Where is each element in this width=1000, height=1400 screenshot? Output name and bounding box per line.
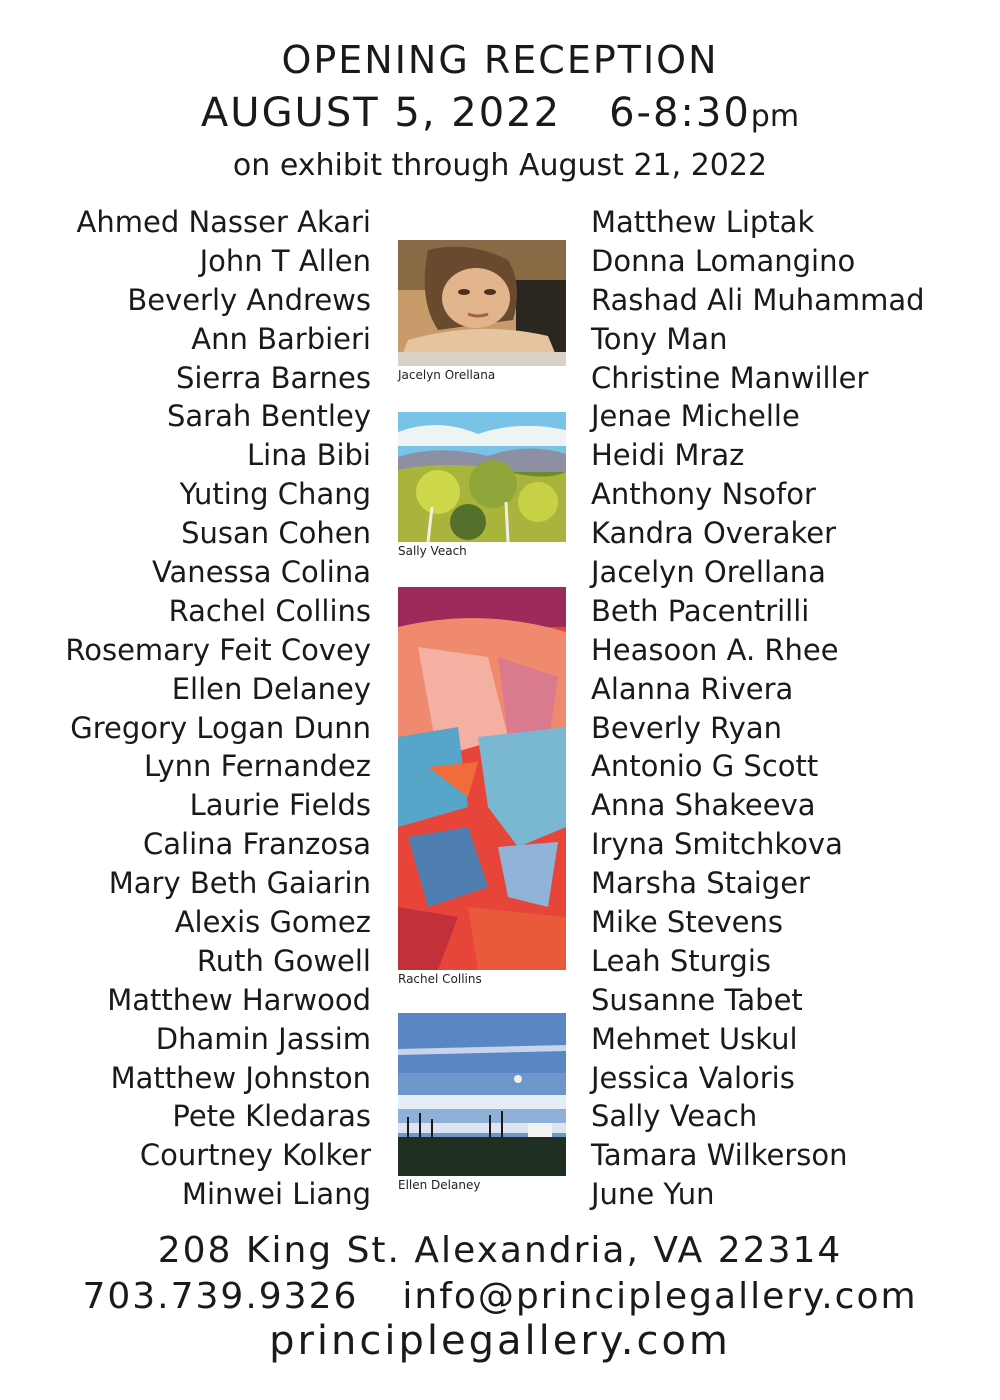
artist-name: John T Allen — [199, 243, 371, 278]
artwork-caption: Jacelyn Orellana — [398, 368, 496, 382]
artist-name: Beverly Andrews — [127, 282, 371, 317]
artist-name: Mehmet Uskul — [591, 1021, 798, 1056]
artist-name: Antonio G Scott — [591, 749, 819, 784]
gallery-website[interactable]: principlegallery.com — [269, 1318, 731, 1364]
artist-name: Mike Stevens — [591, 905, 784, 940]
artist-list-right — [591, 203, 925, 1214]
gallery-contact — [0, 1276, 1000, 1317]
artist-name: Yuting Chang — [179, 477, 371, 512]
artist-name: Sierra Barnes — [175, 360, 371, 395]
artist-name: Calina Franzosa — [143, 827, 371, 862]
artist-name: Matthew Harwood — [107, 982, 371, 1017]
reception-time-suffix: pm — [750, 99, 800, 134]
artist-name: Mary Beth Gaiarin — [108, 866, 371, 901]
gallery-address: 208 King St. Alexandria, VA 22314 — [157, 1230, 843, 1271]
artist-name: Ahmed Nasser Akari — [76, 205, 371, 239]
artist-name: Jacelyn Orellana — [591, 555, 826, 590]
artist-name: Sally Veach — [591, 1099, 758, 1134]
artwork-caption: Ellen Delaney — [398, 1178, 481, 1192]
artist-name: Rachel Collins — [168, 593, 371, 628]
artist-name: Vanessa Colina — [151, 555, 371, 590]
artist-name: Susanne Tabet — [591, 982, 803, 1017]
artist-name: Courtney Kolker — [139, 1138, 371, 1173]
artist-name: Heasoon A. Rhee — [591, 632, 839, 667]
artist-name: Tamara Wilkerson — [591, 1138, 848, 1173]
artist-name: Anna Shakeeva — [591, 788, 816, 823]
artist-name: Heidi Mraz — [591, 438, 745, 473]
artist-name: Kandra Overaker — [591, 516, 837, 551]
artist-name: Minwei Liang — [181, 1177, 371, 1212]
artist-name: Jenae Michelle — [591, 399, 800, 434]
reception-date: AUGUST 5, 2022 — [200, 90, 562, 136]
artist-name: Alanna Rivera — [591, 671, 794, 706]
artist-name: Rosemary Feit Covey — [65, 632, 371, 667]
reception-title: OPENING RECEPTION — [281, 38, 719, 82]
artwork-dusk-landscape-image — [398, 1013, 566, 1176]
artwork-abstract-image — [398, 587, 566, 970]
gallery-email[interactable]: info@principlegallery.com — [402, 1276, 918, 1317]
artist-name: Beverly Ryan — [591, 710, 782, 745]
artist-name: Leah Sturgis — [591, 943, 772, 978]
artist-name: Pete Kledaras — [172, 1099, 371, 1134]
artist-name: Gregory Logan Dunn — [70, 710, 371, 745]
artist-name: Lina Bibi — [246, 438, 371, 473]
artist-name: Matthew Liptak — [591, 205, 815, 239]
artwork-landscape-image — [398, 412, 566, 542]
artist-name: Iryna Smitchkova — [591, 827, 843, 862]
exhibit-dates: on exhibit through August 21, 2022 — [232, 148, 768, 183]
artist-name: Ellen Delaney — [171, 671, 371, 706]
artist-name: Alexis Gomez — [174, 905, 371, 940]
artwork-portrait-image — [398, 240, 566, 366]
artist-name: Jessica Valoris — [591, 1060, 795, 1095]
artist-name: Lynn Fernandez — [144, 749, 371, 784]
reception-time: 6-8:30 — [609, 90, 751, 136]
artist-list-left — [65, 203, 371, 1214]
artist-name: Laurie Fields — [189, 788, 371, 823]
artist-name: Matthew Johnston — [110, 1060, 371, 1095]
artist-name: Christine Manwiller — [591, 360, 869, 395]
artist-name: Tony Man — [591, 321, 728, 356]
artist-name: Ruth Gowell — [196, 943, 371, 978]
gallery-phone[interactable]: 703.739.9326 — [82, 1276, 359, 1317]
artist-name: Ann Barbieri — [191, 321, 371, 356]
artist-name: Anthony Nsofor — [591, 477, 816, 512]
artist-name: Rashad Ali Muhammad — [591, 282, 925, 317]
artist-name: Dhamin Jassim — [155, 1021, 371, 1056]
artist-name: Susan Cohen — [181, 516, 371, 551]
artist-name: Marsha Staiger — [591, 866, 810, 901]
artist-name: Beth Pacentrilli — [591, 593, 810, 628]
artist-name: Sarah Bentley — [166, 399, 371, 434]
artist-name: Donna Lomangino — [591, 243, 856, 278]
artwork-caption: Sally Veach — [398, 544, 467, 558]
artwork-caption: Rachel Collins — [398, 972, 482, 986]
reception-dateline — [0, 90, 1000, 136]
artist-name: June Yun — [591, 1177, 715, 1212]
